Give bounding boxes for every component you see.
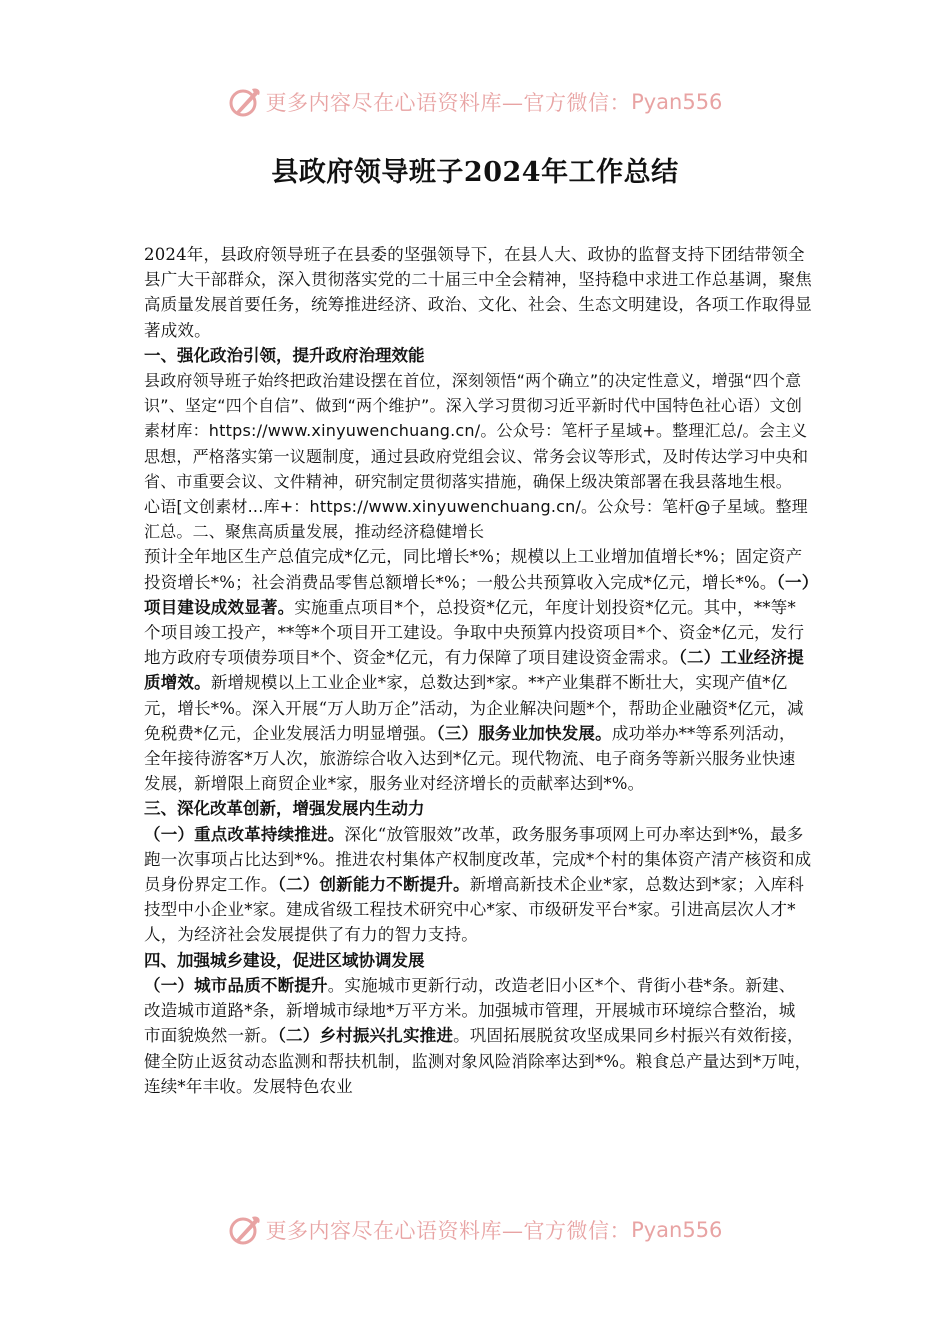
watermark-wechat-id: Pyan556 — [631, 1218, 723, 1242]
section-2-sub2: （二）工业经济提质增效。 — [144, 648, 804, 693]
section-3-sub2: （二）创新能力不断提升。 — [277, 875, 470, 895]
source-note: 心语[文创素材...库+：https://www.xinyuwenchuang.cn/。公众号：笔杆@子星域。整理汇总。 — [144, 497, 808, 542]
section-4-sub2: （二）乡村振兴扎实推进 — [277, 1026, 454, 1046]
section-2-sub1-body: 实施重点项目*个，总投资*亿元，年度计划投资*亿元。其中，**等*个项目竣工投产，**等*个项目开工建设。争取中央预算内投资项目*个、资金*亿元，发行地方政府专项债券项目*个、资金*亿元，有力保障了项目建设资金需求。 — [144, 597, 805, 668]
section-3-sub1: （一）重点改革持续推进。 — [144, 824, 345, 844]
section-2-sub2-body: 新增规模以上工业企业*家，总数达到*家。**产业集群不断壮大，实现产值*亿元，增长*%。深入开展“万人助万企”活动，为企业解决问题*个，帮助企业融资*亿元，减免税费*亿元，企业发展活力明显增强。 — [144, 673, 804, 743]
section-1-note — [144, 494, 812, 544]
intro-paragraph: 2024年，县政府领导班子在县委的坚强领导下，在县人大、政协的监督支持下团结带领全县广大干部群众，深入贯彻落实党的二十届三中全会精神，坚持稳中求进工作总基调，聚焦高质量发展首要任务，统筹推进经济、政治、文化、社会、生态文明建设，各项工作取得显著成效。 — [144, 245, 812, 340]
section-3-sub2-body: 新增高新技术企业*家，总数达到*家；入库科技型中小企业*家。建成省级工程技术研究中心*家、市级研发平台*家。引进高层次人才*人，为经济社会发展提供了有力的智力支持。 — [144, 875, 804, 945]
section-2-body — [144, 544, 812, 796]
section-4-heading: 四、加强城乡建设，促进区域协调发展 — [144, 950, 425, 970]
watermark-banner-bottom — [0, 1210, 950, 1250]
section-2-sub3: （三）服务业加快发展。 — [436, 723, 612, 743]
section-1-heading: 一、强化政治引领，提升政府治理效能 — [144, 345, 425, 365]
section-3-sub1-body: 深化“放管服效”改革，政务服务事项网上可办率达到*%，最多跑一次事项占比达到*%。推进农村集体产权制度改革，完成*个村的集体资产清产核资和成员身份界定工作。 — [144, 824, 812, 895]
section-3-heading: 三、深化改革创新，增强发展内生动力 — [144, 799, 425, 819]
section-4-sub2-body: 。巩固拓展脱贫攻坚成果同乡村振兴有效衔接，健全防止返贫动态监测和帮扶机制，监测对象风险消除率达到*%。粮食总产量达到*万吨，连续*年丰收。发展特色农业 — [144, 1026, 812, 1096]
section-2-heading: 二、聚焦高质量发展，推动经济稳健增长 — [192, 522, 485, 542]
section-2-intro: 预计全年地区生产总值完成*亿元，同比增长*%；规模以上工业增加值增长*%；固定资产投资增长*%；社会消费品零售总额增长*%；一般公共预算收入完成*亿元，增长*%。 — [144, 547, 803, 592]
document-title: 县政府领导班子2024年工作总结 — [271, 157, 679, 188]
section-2-sub1: （一）项目建设成效显著。 — [144, 572, 811, 617]
document-body — [144, 242, 812, 1099]
section-2-sub3-body: 成功举办**等系列活动，全年接待游客*万人次，旅游综合收入达到*亿元。现代物流、电子商务等新兴服务业快速发展，新增限上商贸企业*家，服务业对经济增长的贡献率达到*%。 — [144, 723, 796, 794]
section-1-body: 县政府领导班子始终把政治建设摆在首位，深刻领悟“两个确立”的决定性意义，增强“四个意识”、坚定“四个自信”、做到“两个维护”。深入学习贯彻习近平新时代中国特色社心语）文创素材库：https://www.xinyuwenchuang.cn/。公众号：笔杆子星域+。整理汇总/。会主义思想，严格落实第一议题制度，通过县政府党组会议、常务会议等形式，及时传达学习中央和省、市重要会议、文件精神，研究制定贯彻落实措施，确保上级决策部署在我县落地生根。 — [144, 371, 809, 491]
watermark-text: 更多内容尽在心语资料库—官方微信： — [265, 91, 632, 115]
watermark-wechat-id: Pyan556 — [631, 90, 723, 114]
watermark-banner-top — [0, 82, 950, 122]
watermark-text: 更多内容尽在心语资料库—官方微信： — [265, 1219, 632, 1243]
section-3-body — [144, 822, 812, 948]
section-4-sub1-body: 。实施城市更新行动，改造老旧小区*个、背街小巷*条。新建、改造城市道路*条，新增城市绿地*万平方米。加强城市管理，开展城市环境综合整治，城市面貌焕然一新。 — [144, 975, 796, 1046]
quill-logo-icon — [228, 1213, 262, 1247]
section-4-body — [144, 973, 812, 1099]
quill-logo-icon — [228, 85, 262, 119]
section-4-sub1: （一）城市品质不断提升 — [144, 975, 328, 995]
